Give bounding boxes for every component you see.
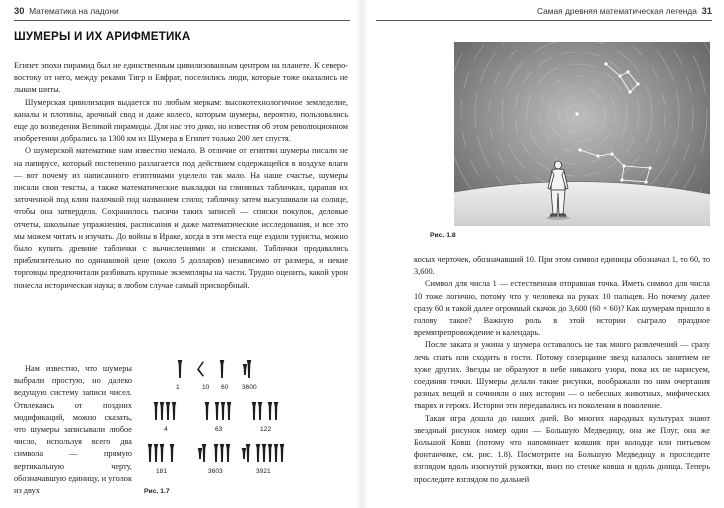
numeral-label: 122 [260,426,272,433]
figure-1-8 [454,42,710,226]
running-head-left-title: Математика на ладони [29,6,119,16]
numeral-label: 10 [202,384,210,391]
paragraph: После заката и ужина у шумера оставалось не так много развлечений — сразу лечь спать или сходить в гости. Потому созерцание звезд казалось занятием не хуже других. Звезды не образуют в небе никакого узора, пока их не нарисуем, соединяя точки. Шумеры делали такие рисунки, воображали по ним очертания разных вещей и сочиняли о них истории — о небесных животных, мифических тварях и героях. Истории эти передавались из поколения в поколение. [414,340,710,411]
paragraph: Такая игра дошла до наших дней. Во многих народных культурах знают звездный рисунок номер один — Большую Медведицу, она же Плуг, она же Большой Ковш (потому что напоминает ковшик при колодце или питьевом фонтанчике, см. рис. 1.8). Посмотрите на Большую Медведицу и проследите взглядом вдоль изогнутой рукоятки, вниз по стенке ковша и вдоль днища. Теперь проследите взглядом по дальней [414,413,710,484]
header-rule-left [14,20,350,21]
numeral-label: 63 [215,426,223,433]
figure-1-7 [142,358,294,498]
paragraph: косых черточек, обозначавший 10. При этом символ единицы обозначал 1, то 60, то 3,600. [414,255,710,277]
numeral-label: 3603 [208,468,223,475]
numeral-label: 60 [221,384,229,391]
paragraph: Символ для числа 1 — естественная отправная точка. Иметь символ для числа 10 тоже логично, потому что у человека на руках 10 пальцев. Но почему далее сразу 60 и такой далее огромный скачок до 3,600 (60 × 60)? Как шумерам пришло в голову такое? Важную роль в этой истории сыграло праздное времяпрепровождение и календарь. [414,279,710,338]
paragraph: О шумерской математике нам известно немало. В отличие от египтян шумеры писали не на папирусе, который постепенно разлагается под действием содержащейся в воздухе влаги — вот почему из написанного египтянами уцелело так мало. На наше счастье, шумеры писали свои тексты, а также математические выкладки на глиняных табличках, царапая их заточенной под клин палочкой под названием стило; табличку затем высушивали на солнце, чтобы она затвердела. Сохранилось тысячи таких записей — списки покупок, деловые отчеты, школьные упражнения, расписания и даже математические исследования, и все это мы можем читать и изучать. До войны в Ираке, когда в эти места еще ездили туристы, можно было купить древние таблички с вычислениями и списками. Таблички продавались приблизительно по одинаковой цене (около 5 долларов) независимо от размера, и некие торговцы предпочитали разбивать крупные экземпляры на части. Трудно оценить, какой урон понесла историческая наука; в любом случае самый прискорбный. [14,146,348,290]
right-body-text [414,254,710,486]
section-heading: ШУМЕРЫ И ИХ АРИФМЕТИКА [14,30,191,43]
paragraph: Шумерская цивилизация выдается по любым меркам: высокотехнологичное земледелие, каналы и плотины, арочный свод и даже колесо, которым шумеры, вероятно, пользовались еще до возведения Великой пирамиды. Для нас это дико, но известия об этом революционном изобретении добрались за 1300 км из Шумера в Египет только 200 лет спустя. [14,97,348,144]
page-number-right: 31 [701,5,712,16]
figure-caption: Рис. 1.7 [144,488,170,495]
numeral-label: 3921 [256,468,271,475]
figure-caption: Рис. 1.8 [430,232,456,239]
page-number-left: 30 [14,5,25,16]
night-sky-illustration [454,42,710,226]
paragraph: Египет эпохи пирамид был не единственным цивилизованным центром на планете. К северо-востоку от него, между реками Тигр и Евфрат, поселились люди, которые тоже оказались не лыком шиты. [14,61,348,95]
numeral-label: 4 [164,426,168,433]
numeral-label: 1 [176,384,180,391]
running-head-right [376,4,712,18]
left-body-text [14,60,348,292]
paragraph: Нам известно, что шумеры выбрали простую, но далеко ведущую систему записи чисел. Отвлекаясь от поздних модификаций, можно сказать, что шумеры записывали любое число, используя всего два символа — прямую вертикальную черту, обозначавшую единицу, и уголок из двух [14,364,132,496]
running-head-left [14,4,350,18]
numeral-label: 3600 [242,384,257,391]
left-narrow-text [14,363,132,497]
header-rule-right [376,20,712,21]
running-head-right-title: Самая древняя математическая легенда [536,6,697,16]
numeral-label: 181 [156,468,168,475]
